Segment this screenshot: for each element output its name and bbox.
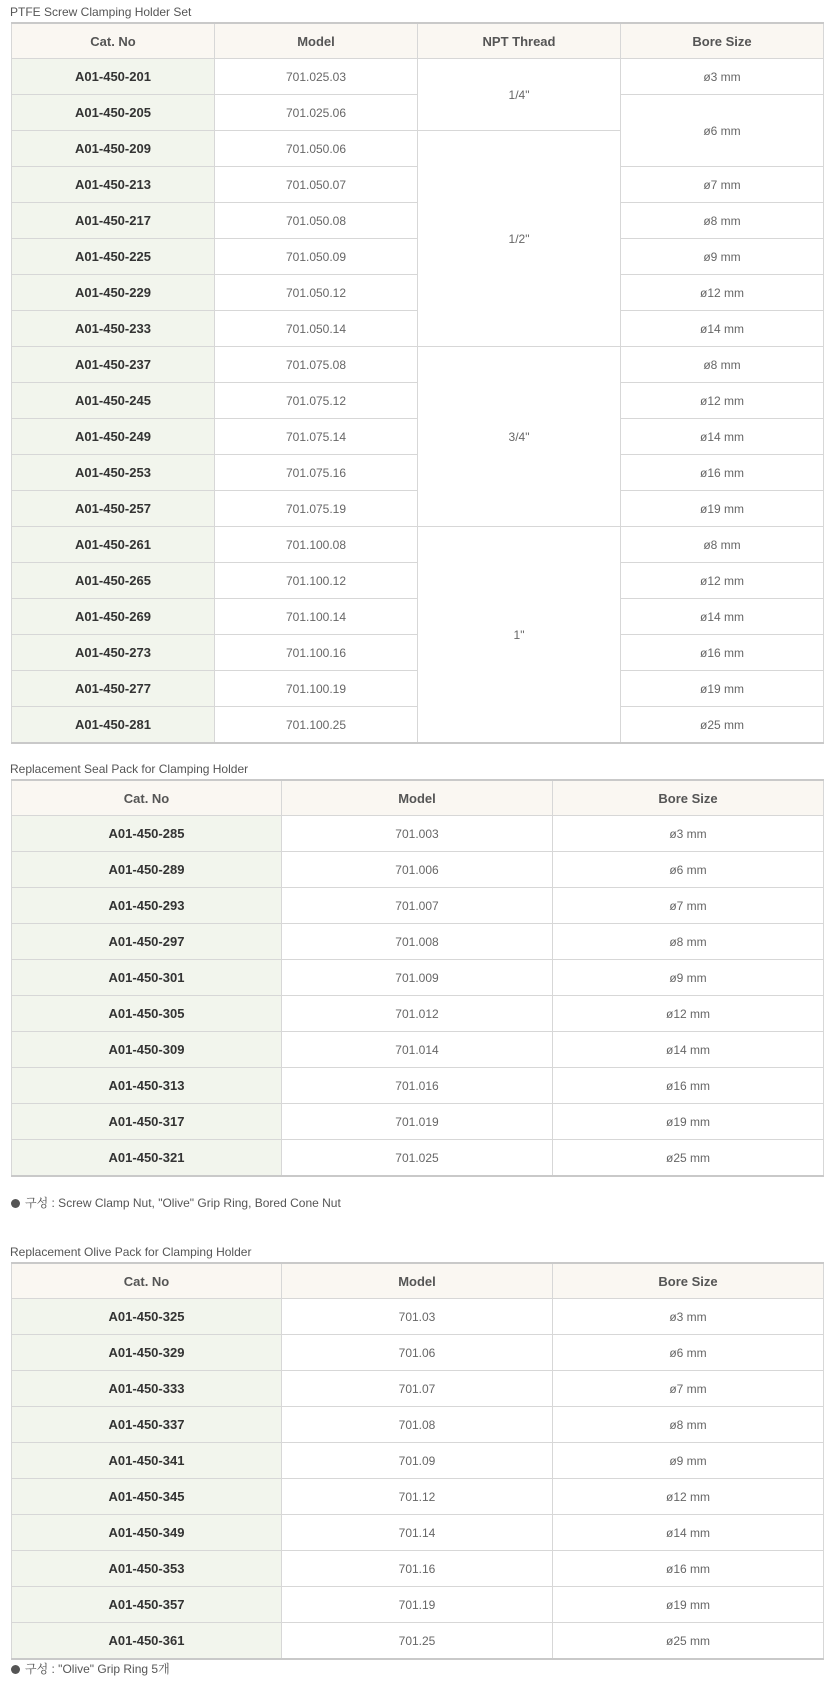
cat-no-cell: A01-450-329 xyxy=(12,1335,282,1371)
bore-size-cell: ø19 mm xyxy=(621,491,824,527)
model-cell: 701.075.19 xyxy=(215,491,418,527)
column-header-cat-no: Cat. No xyxy=(12,1263,282,1299)
model-cell: 701.025 xyxy=(282,1140,553,1177)
table-row xyxy=(12,1032,824,1068)
column-header-npt-thread: NPT Thread xyxy=(418,23,621,59)
cat-no-cell: A01-450-253 xyxy=(12,455,215,491)
cat-no-cell: A01-450-313 xyxy=(12,1068,282,1104)
bore-size-cell: ø14 mm xyxy=(621,419,824,455)
column-header-model: Model xyxy=(282,780,553,816)
cat-no-cell: A01-450-357 xyxy=(12,1587,282,1623)
model-cell: 701.08 xyxy=(282,1407,553,1443)
bore-size-cell: ø14 mm xyxy=(621,599,824,635)
model-cell: 701.050.07 xyxy=(215,167,418,203)
cat-no-cell: A01-450-321 xyxy=(12,1140,282,1177)
cat-no-cell: A01-450-317 xyxy=(12,1104,282,1140)
bore-size-cell: ø12 mm xyxy=(553,996,824,1032)
model-cell: 701.050.08 xyxy=(215,203,418,239)
table-row xyxy=(12,1335,824,1371)
cat-no-cell: A01-450-233 xyxy=(12,311,215,347)
table-row xyxy=(12,527,824,563)
cat-no-cell: A01-450-333 xyxy=(12,1371,282,1407)
model-cell: 701.06 xyxy=(282,1335,553,1371)
cat-no-cell: A01-450-201 xyxy=(12,59,215,95)
table-row xyxy=(12,1068,824,1104)
cat-no-cell: A01-450-269 xyxy=(12,599,215,635)
cat-no-cell: A01-450-265 xyxy=(12,563,215,599)
npt-thread-cell: 3/4" xyxy=(418,347,621,527)
model-cell: 701.075.08 xyxy=(215,347,418,383)
table-row xyxy=(12,1623,824,1660)
table-row xyxy=(12,1371,824,1407)
table-row xyxy=(12,1104,824,1140)
table-row xyxy=(12,347,824,383)
seal-pack-note xyxy=(11,1194,341,1211)
bore-size-cell: ø8 mm xyxy=(621,347,824,383)
model-cell: 701.100.12 xyxy=(215,563,418,599)
olive-pack-note xyxy=(11,1660,170,1677)
cat-no-cell: A01-450-257 xyxy=(12,491,215,527)
cat-no-cell: A01-450-325 xyxy=(12,1299,282,1335)
table-row xyxy=(12,996,824,1032)
bore-size-cell: ø16 mm xyxy=(621,455,824,491)
table-row xyxy=(12,1515,824,1551)
seal-pack-note-text: 구성 : Screw Clamp Nut, "Olive" Grip Ring, Bored Cone Nut xyxy=(25,1196,341,1210)
bore-size-cell: ø3 mm xyxy=(553,816,824,852)
table-row xyxy=(12,1443,824,1479)
bore-size-cell: ø25 mm xyxy=(553,1623,824,1660)
cat-no-cell: A01-450-289 xyxy=(12,852,282,888)
table-row xyxy=(12,1140,824,1177)
model-cell: 701.014 xyxy=(282,1032,553,1068)
seal-pack-title: Replacement Seal Pack for Clamping Holder xyxy=(10,762,249,776)
model-cell: 701.09 xyxy=(282,1443,553,1479)
ptfe-set-title: PTFE Screw Clamping Holder Set xyxy=(10,5,192,19)
cat-no-cell: A01-450-297 xyxy=(12,924,282,960)
bore-size-cell: ø12 mm xyxy=(621,563,824,599)
model-cell: 701.16 xyxy=(282,1551,553,1587)
model-cell: 701.025.06 xyxy=(215,95,418,131)
bore-size-cell: ø19 mm xyxy=(621,671,824,707)
column-header-cat-no: Cat. No xyxy=(12,780,282,816)
model-cell: 701.100.14 xyxy=(215,599,418,635)
column-header-bore-size: Bore Size xyxy=(621,23,824,59)
column-header-bore-size: Bore Size xyxy=(553,1263,824,1299)
cat-no-cell: A01-450-273 xyxy=(12,635,215,671)
table-row xyxy=(12,960,824,996)
table-row xyxy=(12,888,824,924)
model-cell: 701.075.14 xyxy=(215,419,418,455)
bore-size-cell: ø16 mm xyxy=(553,1551,824,1587)
cat-no-cell: A01-450-345 xyxy=(12,1479,282,1515)
model-cell: 701.12 xyxy=(282,1479,553,1515)
cat-no-cell: A01-450-361 xyxy=(12,1623,282,1660)
column-header-model: Model xyxy=(215,23,418,59)
cat-no-cell: A01-450-245 xyxy=(12,383,215,419)
bore-size-cell: ø25 mm xyxy=(553,1140,824,1177)
bore-size-cell: ø7 mm xyxy=(553,888,824,924)
model-cell: 701.075.16 xyxy=(215,455,418,491)
bore-size-cell: ø8 mm xyxy=(621,527,824,563)
olive-pack-table xyxy=(11,1262,824,1660)
bore-size-cell: ø12 mm xyxy=(621,383,824,419)
model-cell: 701.007 xyxy=(282,888,553,924)
model-cell: 701.100.25 xyxy=(215,707,418,744)
bore-size-cell: ø8 mm xyxy=(621,203,824,239)
model-cell: 701.100.16 xyxy=(215,635,418,671)
ptfe-set-table xyxy=(11,22,824,744)
cat-no-cell: A01-450-249 xyxy=(12,419,215,455)
bore-size-cell: ø19 mm xyxy=(553,1104,824,1140)
model-cell: 701.050.14 xyxy=(215,311,418,347)
seal-pack-table xyxy=(11,779,824,1177)
cat-no-cell: A01-450-349 xyxy=(12,1515,282,1551)
cat-no-cell: A01-450-261 xyxy=(12,527,215,563)
bore-size-cell: ø25 mm xyxy=(621,707,824,744)
table-row xyxy=(12,1299,824,1335)
cat-no-cell: A01-450-237 xyxy=(12,347,215,383)
bore-size-cell: ø9 mm xyxy=(553,960,824,996)
cat-no-cell: A01-450-209 xyxy=(12,131,215,167)
model-cell: 701.14 xyxy=(282,1515,553,1551)
olive-pack-title: Replacement Olive Pack for Clamping Holder xyxy=(10,1245,252,1259)
model-cell: 701.03 xyxy=(282,1299,553,1335)
cat-no-cell: A01-450-205 xyxy=(12,95,215,131)
table-row xyxy=(12,59,824,95)
bore-size-cell: ø6 mm xyxy=(621,95,824,167)
column-header-model: Model xyxy=(282,1263,553,1299)
table-header-row xyxy=(12,780,824,816)
model-cell: 701.025.03 xyxy=(215,59,418,95)
table-row xyxy=(12,816,824,852)
cat-no-cell: A01-450-285 xyxy=(12,816,282,852)
cat-no-cell: A01-450-305 xyxy=(12,996,282,1032)
bore-size-cell: ø12 mm xyxy=(553,1479,824,1515)
column-header-cat-no: Cat. No xyxy=(12,23,215,59)
bullet-icon xyxy=(11,1665,20,1674)
model-cell: 701.100.08 xyxy=(215,527,418,563)
bore-size-cell: ø6 mm xyxy=(553,852,824,888)
model-cell: 701.012 xyxy=(282,996,553,1032)
model-cell: 701.003 xyxy=(282,816,553,852)
npt-thread-cell: 1" xyxy=(418,527,621,744)
table-row xyxy=(12,1587,824,1623)
cat-no-cell: A01-450-277 xyxy=(12,671,215,707)
table-row xyxy=(12,924,824,960)
model-cell: 701.016 xyxy=(282,1068,553,1104)
model-cell: 701.050.12 xyxy=(215,275,418,311)
bore-size-cell: ø14 mm xyxy=(621,311,824,347)
bore-size-cell: ø6 mm xyxy=(553,1335,824,1371)
model-cell: 701.050.09 xyxy=(215,239,418,275)
bore-size-cell: ø7 mm xyxy=(621,167,824,203)
model-cell: 701.19 xyxy=(282,1587,553,1623)
cat-no-cell: A01-450-217 xyxy=(12,203,215,239)
model-cell: 701.050.06 xyxy=(215,131,418,167)
bore-size-cell: ø7 mm xyxy=(553,1371,824,1407)
cat-no-cell: A01-450-353 xyxy=(12,1551,282,1587)
model-cell: 701.009 xyxy=(282,960,553,996)
model-cell: 701.100.19 xyxy=(215,671,418,707)
cat-no-cell: A01-450-293 xyxy=(12,888,282,924)
bore-size-cell: ø14 mm xyxy=(553,1515,824,1551)
table-row xyxy=(12,1479,824,1515)
bore-size-cell: ø8 mm xyxy=(553,1407,824,1443)
cat-no-cell: A01-450-337 xyxy=(12,1407,282,1443)
cat-no-cell: A01-450-301 xyxy=(12,960,282,996)
table-row xyxy=(12,852,824,888)
npt-thread-cell: 1/4" xyxy=(418,59,621,131)
bullet-icon xyxy=(11,1199,20,1208)
model-cell: 701.019 xyxy=(282,1104,553,1140)
table-row xyxy=(12,1551,824,1587)
bore-size-cell: ø3 mm xyxy=(553,1299,824,1335)
table-header-row xyxy=(12,23,824,59)
bore-size-cell: ø8 mm xyxy=(553,924,824,960)
bore-size-cell: ø16 mm xyxy=(553,1068,824,1104)
cat-no-cell: A01-450-309 xyxy=(12,1032,282,1068)
bore-size-cell: ø3 mm xyxy=(621,59,824,95)
cat-no-cell: A01-450-213 xyxy=(12,167,215,203)
cat-no-cell: A01-450-281 xyxy=(12,707,215,744)
model-cell: 701.006 xyxy=(282,852,553,888)
model-cell: 701.25 xyxy=(282,1623,553,1660)
model-cell: 701.075.12 xyxy=(215,383,418,419)
npt-thread-cell: 1/2" xyxy=(418,131,621,347)
bore-size-cell: ø16 mm xyxy=(621,635,824,671)
olive-pack-note-text: 구성 : "Olive" Grip Ring 5개 xyxy=(25,1662,170,1676)
bore-size-cell: ø9 mm xyxy=(553,1443,824,1479)
table-row xyxy=(12,1407,824,1443)
bore-size-cell: ø12 mm xyxy=(621,275,824,311)
model-cell: 701.008 xyxy=(282,924,553,960)
cat-no-cell: A01-450-225 xyxy=(12,239,215,275)
cat-no-cell: A01-450-229 xyxy=(12,275,215,311)
model-cell: 701.07 xyxy=(282,1371,553,1407)
cat-no-cell: A01-450-341 xyxy=(12,1443,282,1479)
bore-size-cell: ø19 mm xyxy=(553,1587,824,1623)
bore-size-cell: ø14 mm xyxy=(553,1032,824,1068)
column-header-bore-size: Bore Size xyxy=(553,780,824,816)
table-header-row xyxy=(12,1263,824,1299)
bore-size-cell: ø9 mm xyxy=(621,239,824,275)
